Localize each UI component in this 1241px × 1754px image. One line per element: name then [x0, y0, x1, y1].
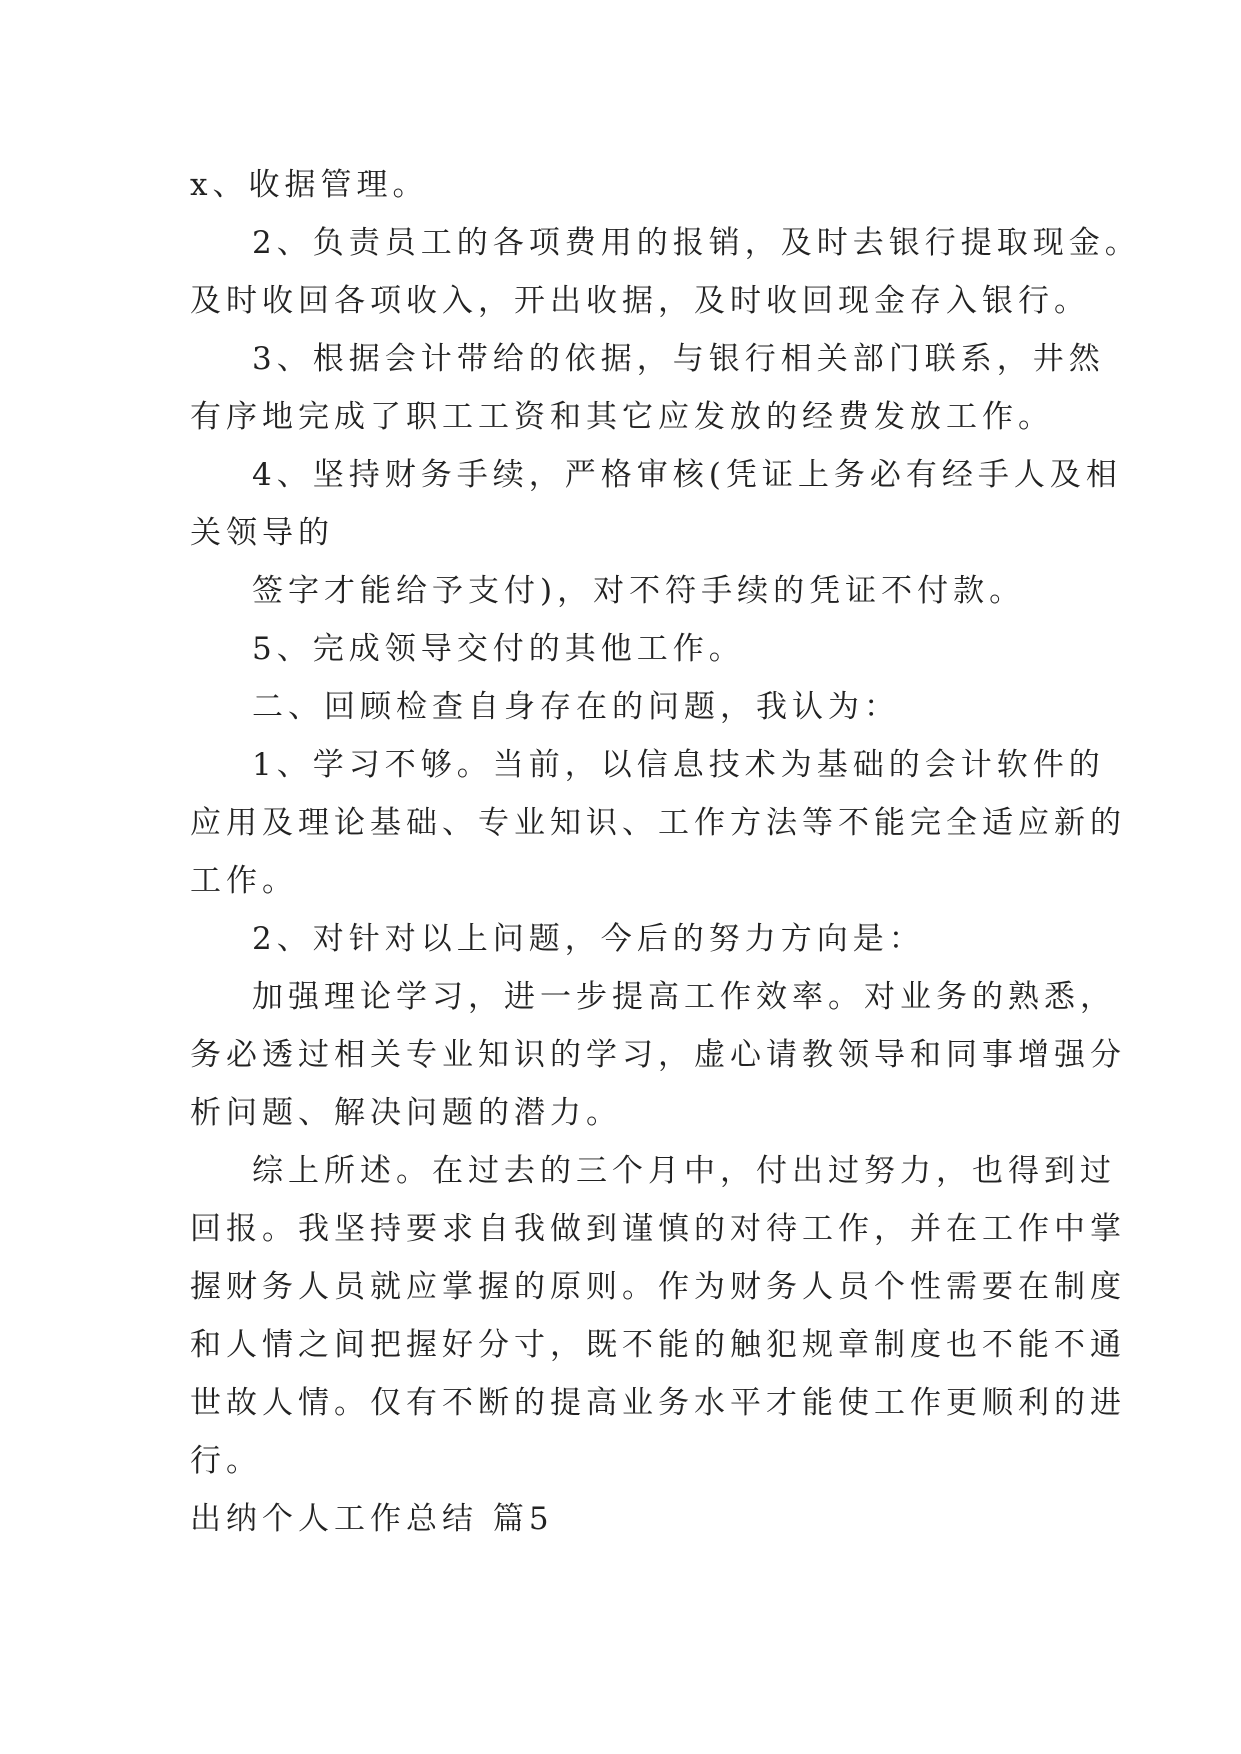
text-line: 和人情之间把握好分寸，既不能的触犯规章制度也不能不通: [190, 1327, 1126, 1363]
text-line: 4、坚持财务手续，严格审核(凭证上务必有经手人及相: [252, 457, 1122, 493]
text-line: 及时收回各项收入，开出收据，及时收回现金存入银行。: [190, 283, 1090, 319]
text-line: 握财务人员就应掌握的原则。作为财务人员个性需要在制度: [190, 1269, 1126, 1305]
text-line: 世故人情。仅有不断的提高业务水平才能使工作更顺利的进: [190, 1385, 1126, 1421]
text-line: 务必透过相关专业知识的学习，虚心请教领导和同事增强分: [190, 1037, 1126, 1073]
text-line: 工作。: [190, 863, 298, 899]
text-line: 行。: [190, 1443, 262, 1479]
document-heading: 出纳个人工作总结 篇5: [190, 1501, 554, 1537]
text-line: 析问题、解决问题的潜力。: [190, 1095, 622, 1131]
text-line: 有序地完成了职工工资和其它应发放的经费发放工作。: [190, 399, 1054, 435]
text-line: 应用及理论基础、专业知识、工作方法等不能完全适应新的: [190, 805, 1126, 841]
text-line: 5、完成领导交付的其他工作。: [252, 631, 745, 667]
text-line: 3、根据会计带给的依据，与银行相关部门联系，井然: [252, 341, 1105, 377]
text-line: 2、负责员工的各项费用的报销，及时去银行提取现金。: [252, 225, 1141, 261]
text-line: 回报。我坚持要求自我做到谨慎的对待工作，并在工作中掌: [190, 1211, 1126, 1247]
text-line: 1、学习不够。当前，以信息技术为基础的会计软件的: [252, 747, 1105, 783]
text-line: 签字才能给予支付)，对不符手续的凭证不付款。: [252, 573, 1026, 609]
text-line: 加强理论学习，进一步提高工作效率。对业务的熟悉，: [252, 979, 1116, 1015]
text-line: 综上所述。在过去的三个月中，付出过努力，也得到过: [252, 1153, 1116, 1189]
text-line: 关领导的: [190, 515, 334, 551]
text-line: 2、对针对以上问题，今后的努力方向是：: [252, 921, 925, 957]
section-heading: 二、回顾检查自身存在的问题，我认为：: [252, 689, 900, 725]
text-line: x、收据管理。: [190, 167, 429, 203]
